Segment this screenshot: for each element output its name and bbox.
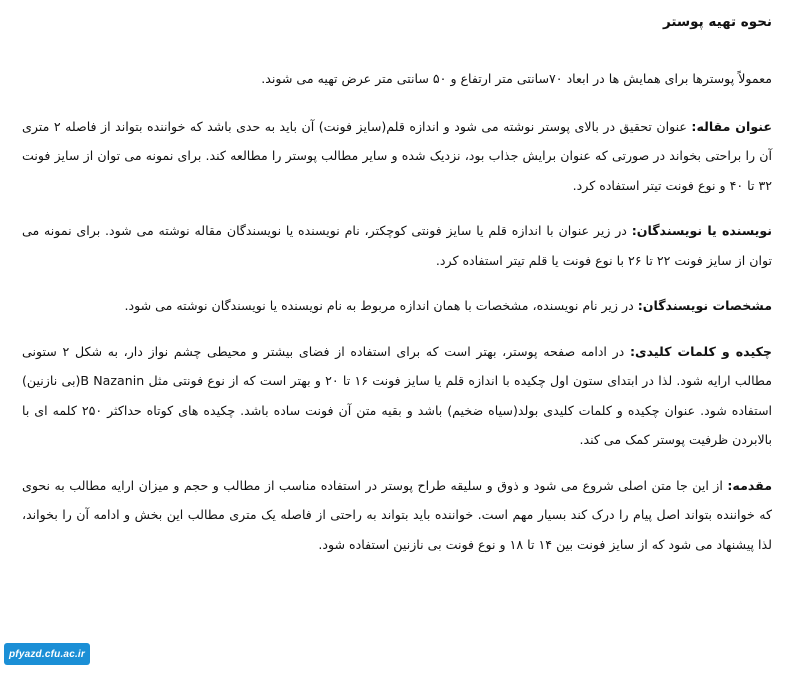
section-abstract-keywords xyxy=(22,337,772,455)
paragraph-text: در ادامه صفحه پوستر، بهتر است که برای استفاده از فضای بیشتر و محیطی چشم نواز دار، به شکل ۲ ستونی مطالب ارایه شود. لذا در ابتدای ستون اول چکیده با اندازه قلم یا سایز فونت ۱۶ تا ۲۰ و بهتر است که از نوع فونتی مثل B Nazanin(بی نازنین) استفاده شود. عنوان چکیده و کلمات کلیدی بولد(سیاه ضخیم) باشد و بقیه متن آن فونت ساده باشد. چکیده های کوتاه حداکثر ۲۵۰ کلمه ای با بالابردن ظرفیت پوستر کمک می کند. xyxy=(22,343,772,447)
paragraph-text: از این جا متن اصلی شروع می شود و ذوق و سلیقه طراح پوستر در استفاده مناسب از مطالب و حجم و میزان ارایه مطالب به نحوی که خواننده بتواند اصل پیام را درک کند بسیار مهم است. خواننده باید بتواند به راحتی از فاصله یک متری مطالب این بخش و ادامه آن را بخواند، لذا پیشنهاد می شود که از سایز فونت بین ۱۴ تا ۱۸ و نوع فونت بی نازنین استفاده شود. xyxy=(22,477,772,552)
section-authors xyxy=(22,216,772,275)
paragraph-text: معمولاً پوسترها برای همایش ها در ابعاد ۷۰سانتی متر ارتفاع و ۵۰ سانتی متر عرض تهیه می شوند. xyxy=(261,71,772,86)
section-author-details xyxy=(22,291,772,321)
section-label: عنوان مقاله: xyxy=(691,118,772,134)
section-article-title xyxy=(22,112,772,201)
site-watermark: pfyazd.cfu.ac.ir xyxy=(4,643,90,665)
section-label: مقدمه: xyxy=(727,477,772,493)
paragraph-text: عنوان تحقیق در بالای پوستر نوشته می شود و اندازه قلم(سایز فونت) آن باید به حدی باشد که خواننده بتواند از فاصله ۲ متری آن را براحتی بخواند در صورتی که عنوان برایش جذاب بود، نزدیک شده و سایر مطالب پوستر را مطالعه کند. برای نمونه می توان از سایز فونت ۳۲ تا ۴۰ و نوع فونت تیتر استفاده کرد. xyxy=(22,118,772,193)
page-title: نحوه تهیه پوستر xyxy=(662,14,772,30)
section-label: مشخصات نویسندگان: xyxy=(637,298,772,313)
paragraph-text: در زیر نام نویسنده، مشخصات با همان اندازه مربوط به نام نویسنده یا نویسندگان نوشته می شود. xyxy=(124,298,638,313)
section-label: چکیده و کلمات کلیدی: xyxy=(629,343,772,359)
intro-paragraph xyxy=(22,64,772,94)
paragraph-text: در زیر عنوان با اندازه قلم یا سایز فونتی کوچکتر، نام نویسنده یا نویسندگان مقاله نوشته می شود. برای نمونه می توان از سایز فونت ۲۲ تا ۲۶ با نوع فونت یا قلم تیتر استفاده کرد. xyxy=(22,223,772,268)
section-label: نویسنده یا نویسندگان: xyxy=(631,223,772,238)
section-introduction xyxy=(22,471,772,560)
document-body xyxy=(22,14,772,575)
